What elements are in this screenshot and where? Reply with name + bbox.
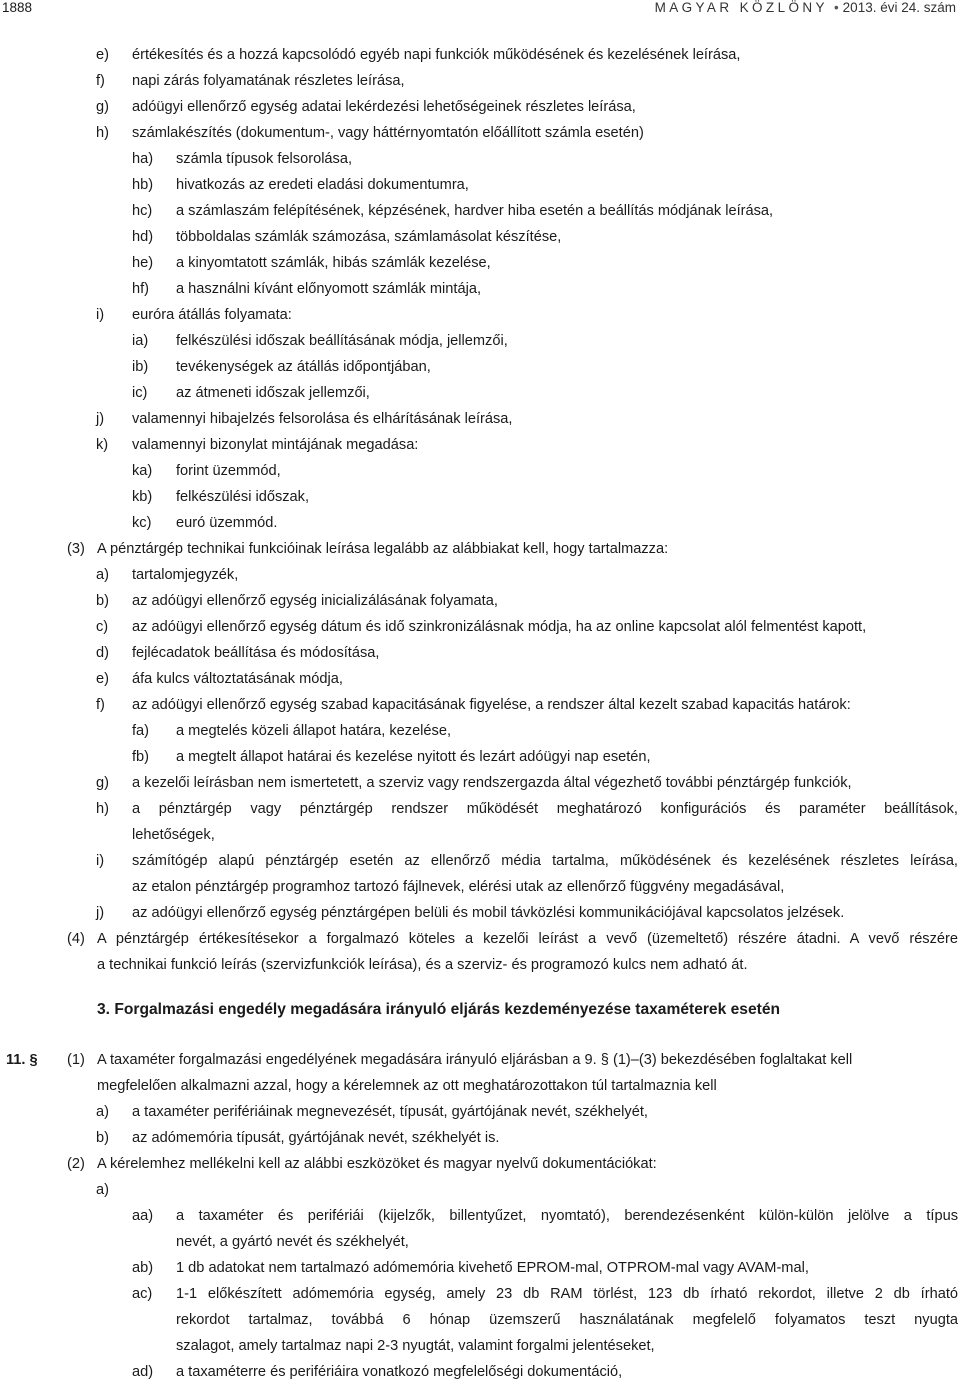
document-line — [0, 1180, 960, 1206]
item-label: h) — [96, 125, 109, 141]
item-label: d) — [96, 645, 109, 661]
item-text: lehetőségek, — [132, 827, 215, 843]
item-text: az adóügyi ellenőrző egység pénztárgépen belüli és mobil távközlési kommunikációjával kapcsolatos jelzések. — [132, 905, 845, 921]
item-text: a taxaméterre és perifériáira vonatkozó megfelelőségi dokumentáció, — [176, 1364, 623, 1380]
item-text: A pénztárgép értékesítésekor a forgalmazó köteles a kezelői leírást a vevő (üzemeltető) részére átadni. A vevő részére — [97, 931, 958, 947]
item-text: napi zárás folyamatának részletes leírása, — [132, 73, 405, 89]
document-line — [0, 149, 960, 175]
journal-name: MAGYAR KÖZLÖNY — [654, 0, 828, 15]
item-label: e) — [96, 671, 109, 687]
item-text: fejlécadatok beállítása és módosítása, — [132, 645, 380, 661]
item-text: számlakészítés (dokumentum-, vagy háttérnyomtatón előállított számla esetén) — [132, 125, 644, 141]
item-text: 3. Forgalmazási engedély megadására irányuló eljárás kezdeményezése taxaméterek esetén — [97, 1001, 781, 1018]
item-text: nevét, a gyártó nevét és székhelyét, — [176, 1234, 409, 1250]
item-label: b) — [96, 593, 109, 609]
item-label: ha) — [132, 151, 154, 167]
item-label: fb) — [132, 749, 150, 765]
issue-label: 2013. évi 24. szám — [842, 0, 956, 15]
item-text: a kinyomtatott számlák, hibás számlák kezelése, — [176, 255, 491, 271]
item-text: A taxaméter forgalmazási engedélyének megadására irányuló eljárásban a 9. § (1)–(3) bekezdésében foglaltakat kell — [97, 1052, 853, 1068]
document-line — [0, 1206, 960, 1232]
item-label: ib) — [132, 359, 149, 375]
item-label: a) — [96, 567, 109, 583]
item-text: a technikai funkció leírás (szervizfunkciók leírása), és a szerviz- és programozó kulcs nem adható át. — [97, 957, 748, 973]
item-label: g) — [96, 99, 109, 115]
item-text: felkészülési időszak, — [176, 489, 310, 505]
separator-dot-icon: • — [833, 0, 839, 15]
item-label: i) — [96, 853, 105, 869]
item-text: a kezelői leírásban nem ismertetett, a szerviz vagy rendszergazda által végezhető további pénztárgép funkciók, — [132, 775, 852, 791]
item-label: (3) — [67, 541, 85, 557]
item-text: az adóügyi ellenőrző egység inicializálásának folyamata, — [132, 593, 498, 609]
document-line — [0, 409, 960, 435]
item-label: aa) — [132, 1208, 154, 1224]
document-line — [0, 1362, 960, 1388]
item-label: a) — [96, 1104, 109, 1120]
document-line — [0, 383, 960, 409]
item-label: c) — [96, 619, 109, 635]
item-text: a megtelés közeli állapot határa, kezelése, — [176, 723, 452, 739]
item-text: a taxaméter és perifériái (kijelzők, billentyűzet, nyomtató), berendezésenként külön-külön jelölve a típus — [176, 1208, 958, 1224]
item-text: valamennyi bizonylat mintájának megadása: — [132, 437, 419, 453]
item-text: a használni kívánt előnyomott számlák mintája, — [176, 281, 481, 297]
document-line — [0, 1128, 960, 1154]
document-line — [0, 539, 960, 565]
item-text: megfelelően alkalmazni azzal, hogy a kérelemnek az ott meghatározottakon túl tartalmaznia kell — [97, 1078, 717, 1094]
document-line — [0, 487, 960, 513]
document-line — [0, 1310, 960, 1336]
item-text: A kérelemhez mellékelni kell az alábbi eszközöket és magyar nyelvű dokumentációkat: — [97, 1156, 657, 1172]
item-text: a megtelt állapot határai és kezelése nyitott és lezárt adóügyi nap esetén, — [176, 749, 651, 765]
item-text: adóügyi ellenőrző egység adatai lekérdezési lehetőségeinek részletes leírása, — [132, 99, 636, 115]
item-text: felkészülési időszak beállításának módja, jellemzői, — [176, 333, 508, 349]
item-text: 1-1 előkészített adómemória egység, amely 23 db RAM törlést, 123 db írható rekordot, illetve 2 db írható — [176, 1286, 958, 1302]
item-text: euróra átállás folyamata: — [132, 307, 292, 323]
item-text: 1 db adatokat nem tartalmazó adómemória kivehető EPROM-mal, OTPROM-mal vagy AVAM-mal, — [176, 1260, 809, 1276]
document-line — [0, 71, 960, 97]
item-label: hb) — [132, 177, 154, 193]
document-line — [0, 97, 960, 123]
item-label: a) — [96, 1182, 109, 1198]
page-number: 1888 — [2, 0, 33, 15]
document-line — [0, 721, 960, 747]
item-label: fa) — [132, 723, 150, 739]
item-label: ia) — [132, 333, 149, 349]
document-line — [0, 955, 960, 981]
item-text: az adóügyi ellenőrző egység dátum és idő szinkronizálásnak módja, ha az online kapcsolat alól felmentést kapott, — [132, 619, 867, 635]
document-line — [0, 877, 960, 903]
document-line — [0, 669, 960, 695]
document-line — [0, 1154, 960, 1180]
item-label: g) — [96, 775, 109, 791]
item-label: f) — [96, 73, 105, 89]
item-text: valamennyi hibajelzés felsorolása és elhárításának leírása, — [132, 411, 513, 427]
item-text: forint üzemmód, — [176, 463, 281, 479]
document-line — [0, 903, 960, 929]
item-label: b) — [96, 1130, 109, 1146]
document-line — [0, 227, 960, 253]
document-line — [0, 123, 960, 149]
document-line — [0, 175, 960, 201]
item-label: hf) — [132, 281, 150, 297]
item-text: az adóügyi ellenőrző egység szabad kapacitásának figyelése, a rendszer által kezelt szabad kapacitás határok: — [132, 697, 851, 713]
document-line — [0, 201, 960, 227]
page-header — [0, 0, 960, 16]
document-line — [0, 695, 960, 721]
item-label: e) — [96, 47, 109, 63]
item-text: számítógép alapú pénztárgép esetén az ellenőrző média tartalma, működésének és kezelésének részletes leírása, — [132, 853, 958, 869]
item-label: j) — [96, 905, 105, 921]
item-label: he) — [132, 255, 154, 271]
item-text: euró üzemmód. — [176, 515, 278, 531]
document-line — [0, 357, 960, 383]
item-text: az átmeneti időszak jellemzői, — [176, 385, 370, 401]
document-line — [0, 1050, 960, 1076]
item-text: A pénztárgép technikai funkcióinak leírása legalább az alábbiakat kell, hogy tartalmazza: — [97, 541, 669, 557]
section-mark: 11. § — [6, 1052, 38, 1068]
item-label: k) — [96, 437, 109, 453]
item-label: j) — [96, 411, 105, 427]
document-line — [0, 1284, 960, 1310]
item-label: i) — [96, 307, 105, 323]
item-text: számla típusok felsorolása, — [176, 151, 353, 167]
item-text: a taxaméter perifériáinak megnevezését, típusát, gyártójának nevét, székhelyét, — [132, 1104, 648, 1120]
document-line — [0, 565, 960, 591]
document-line — [0, 1336, 960, 1362]
item-label: hc) — [132, 203, 153, 219]
item-label: (2) — [67, 1156, 85, 1172]
item-text: tartalomjegyzék, — [132, 567, 239, 583]
item-text: tevékenységek az átállás időpontjában, — [176, 359, 431, 375]
document-line — [0, 799, 960, 825]
item-text: hivatkozás az eredeti eladási dokumentumra, — [176, 177, 469, 193]
document-line — [0, 305, 960, 331]
item-text: értékesítés és a hozzá kapcsolódó egyéb napi funkciók működésének és kezelésének leírása, — [132, 47, 741, 63]
item-text: szalagot, amely tartalmaz napi 2-3 nyugtát, valamint forgalmi jelentéseket, — [176, 1338, 655, 1354]
item-text: a pénztárgép vagy pénztárgép rendszer működését meghatározó konfigurációs és paraméter beállítások, — [132, 801, 958, 817]
document-line — [0, 825, 960, 851]
document-line — [0, 279, 960, 305]
item-label: ac) — [132, 1286, 153, 1302]
document-line — [0, 1232, 960, 1258]
document-line — [0, 617, 960, 643]
item-text: rekordot tartalmaz, továbbá 6 hónap üzemszerű használatának megfelelő folyamatos teszt nyugta — [176, 1312, 958, 1328]
item-label: kb) — [132, 489, 153, 505]
document-line — [0, 929, 960, 955]
item-text: többoldalas számlák számozása, számlamásolat készítése, — [176, 229, 562, 245]
document-line — [0, 435, 960, 461]
item-label: (4) — [67, 931, 85, 947]
item-label: hd) — [132, 229, 154, 245]
item-text: a számlaszám felépítésének, képzésének, hardver hiba esetén a beállítás módjának leírása, — [176, 203, 774, 219]
document-line — [0, 331, 960, 357]
journal-title — [655, 0, 956, 15]
document-line — [0, 1076, 960, 1102]
document-line — [0, 461, 960, 487]
section-heading — [0, 1000, 960, 1026]
item-label: kc) — [132, 515, 152, 531]
item-label: ka) — [132, 463, 153, 479]
document-line — [0, 773, 960, 799]
item-text: az etalon pénztárgép programhoz tartozó fájlnevek, elérési utak az ellenőrző függvény megadásával, — [132, 879, 785, 895]
item-label: (1) — [67, 1052, 85, 1068]
document-line — [0, 747, 960, 773]
document-line — [0, 643, 960, 669]
item-text: áfa kulcs változtatásának módja, — [132, 671, 343, 687]
item-label: ic) — [132, 385, 148, 401]
document-line — [0, 513, 960, 539]
document-line — [0, 45, 960, 71]
item-text: az adómemória típusát, gyártójának nevét, székhelyét is. — [132, 1130, 500, 1146]
document-line — [0, 1258, 960, 1284]
item-label: h) — [96, 801, 109, 817]
item-label: ab) — [132, 1260, 154, 1276]
item-label: ad) — [132, 1364, 154, 1380]
document-line — [0, 591, 960, 617]
document-line — [0, 253, 960, 279]
document-line — [0, 851, 960, 877]
item-label: f) — [96, 697, 105, 713]
document-line — [0, 1102, 960, 1128]
